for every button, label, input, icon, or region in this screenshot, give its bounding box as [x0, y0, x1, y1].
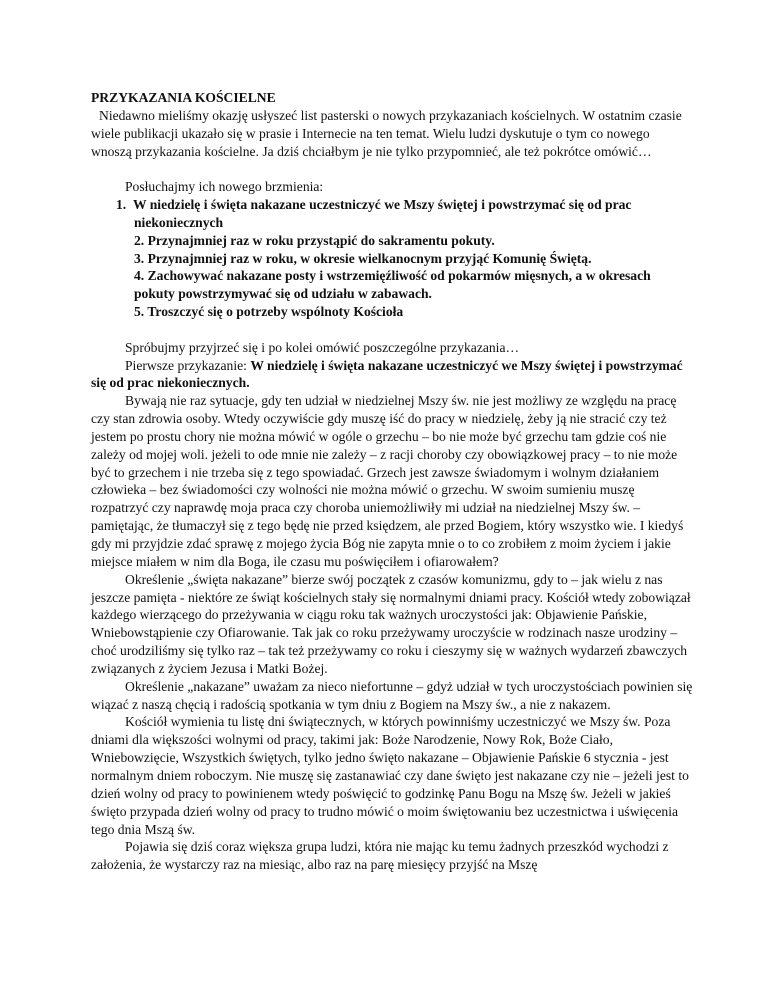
document-title: PRZYKAZANIA KOŚCIELNE	[91, 90, 276, 105]
first-commandment-bold: W niedzielę i święta nakazane uczestniczyć we Mszy świętej i powstrzymać się od prac niekoniecznych.	[91, 357, 683, 391]
first-commandment-paragraph	[91, 357, 693, 393]
commandment-number: 1.	[116, 197, 127, 213]
commandment-item: 3. Przynajmniej raz w roku, w okresie wielkanocnym przyjąć Komunię Świętą.	[134, 250, 592, 266]
body-paragraph: Pojawia się dziś coraz większa grupa ludzi, która nie mając ku temu żadnych przeszkód wychodzi z założenia, że wystarczy raz na miesiąc, albo raz na parę miesięcy przyjść na Mszę	[91, 839, 669, 873]
try-discuss-line: Spróbujmy przyjrzeć się i po kolei omówić poszczególne przykazania…	[125, 339, 520, 355]
intro-paragraph: Niedawno mieliśmy okazję usłyszeć list pasterski o nowych przykazaniach kościelnych. W ostatnim czasie wiele publikacji ukazało się w prasie i Internecie na ten temat. Wielu ludzi dyskutuje o tym co nowego wnoszą przykazania kościelne. Ja dziś chciałbym je nie tylko przypomnieć, ale też pokrótce omówić…	[91, 107, 682, 159]
commandment-item	[91, 196, 693, 232]
commandment-item: 2. Przynajmniej raz w roku przystąpić do sakramentu pokuty.	[134, 232, 495, 248]
body-paragraph: Kościół wymienia tu listę dni świątecznych, w których powinniśmy uczestniczyć we Mszy św. Poza dniami dla większości wolnymi od pracy, takimi jak: Boże Narodzenie, Nowy Rok, Boże Ciało, Wniebowzięcie, Wszystkich świętych, tylko jedno święto nakazane – Objawienie Pańskie 6 stycznia - jest normalnym dniem roboczym. Nie muszę się zastanawiać czy dane święto jest nakazane czy nie – jeżeli jest to dzień wolny od pracy to powinienem wtedy poświęcić to godzinkę Panu Bogu na Mszę św. Jeżeli w jakieś święto przypada dzień wolny od pracy to trudno mówić o moim świętowaniu bez uczestnictwa i uświęcenia tego dnia Mszą św.	[91, 714, 689, 837]
commandment-item: 4. Zachowywać nakazane posty i wstrzemięźliwość od pokarmów mięsnych, a w okresach pokuty powstrzymywać się od udziału w zabawach.	[134, 268, 651, 302]
commandments-list	[91, 196, 693, 321]
document-page	[91, 89, 693, 874]
commandment-text: W niedzielę i święta nakazane uczestniczyć we Mszy świętej i powstrzymać się od prac niekoniecznych	[133, 197, 632, 230]
first-commandment-label: Pierwsze przykazanie:	[125, 357, 251, 373]
body-paragraph: Określenie „nakazane” uważam za nieco niefortunne – gdyż udział w tych uroczystościach powinien się wiązać z naszą chęcią i radością spotkania w tym dniu z Bogiem na Mszy św., a nie z nakazem.	[91, 678, 693, 712]
commandment-item: 5. Troszczyć się o potrzeby wspólnoty Kościoła	[134, 304, 404, 320]
listen-line: Posłuchajmy ich nowego brzmienia:	[125, 179, 324, 195]
body-paragraph: Bywają nie raz sytuacje, gdy ten udział w niedzielnej Mszy św. nie jest możliwy ze względu na pracę czy stan zdrowia osoby. Wtedy oczywiście gdy muszę iść do pracy w niedzielę, żeby ją nie stracić czy też jestem po prostu chory nie można mówić w ogóle o grzechu – bo nie może być grzechu tam gdzie coś nie zależy od mojej woli. jeżeli to ode mnie nie zależy – z racji choroby czy obowiązkowej pracy – to nie może być to grzechem i nie trzeba się z tego spowiadać. Grzech jest zawsze świadomym i wolnym działaniem człowieka – bez świadomości czy wolności nie można mówić o grzechu. W swoim sumieniu muszę rozpatrzyć czy naprawdę moja praca czy choroba uniemożliwiły mi udział na niedzielnej Mszy św. – pamiętając, że tłumaczył się z tego będę nie przed księdzem, ale przed Bogiem, który wszystko wie. I kiedyś gdy mi przyjdzie zdać sprawę z mojego życia Bóg nie zapyta mnie o to co zrobiłem z moim życiem i jakie miejsce miałem w nim dla Boga, ile czasu mu poświęciłem i ofiarowałem?	[91, 393, 684, 569]
body-paragraph: Określenie „święta nakazane” bierze swój początek z czasów komunizmu, gdy to – jak wielu z nas jeszcze pamięta - niektóre ze świąt kościelnych stały się normalnymi dniami pracy. Kościół wtedy zobowiązał każdego wierzącego do przeżywania w ciągu roku tak ważnych uroczystości jak: Objawienie Pańskie, Wniebowstąpienie czy Ofiarowanie. Tak jak co roku przeżywamy uroczyście w rodzinach nasze urodziny – choć urodziliśmy się tylko raz – tak też przeżywamy co roku i cieszymy się w ważnych wydarzeń zbawczych związanych z życiem Jezusa i Matki Bożej.	[91, 571, 691, 676]
